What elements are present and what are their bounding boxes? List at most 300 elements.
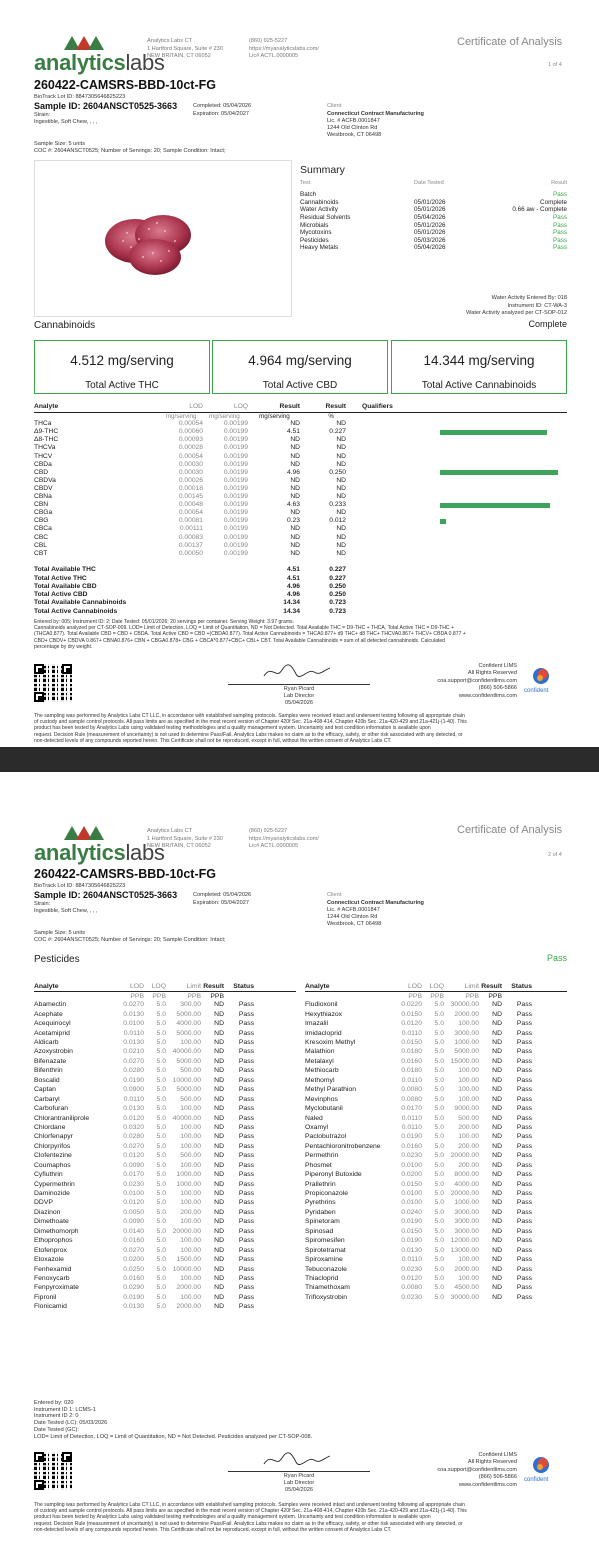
- pesticide-loq: 5.0: [434, 1246, 444, 1254]
- client-address-1: 1244 Old Clinton Rd: [327, 914, 378, 920]
- pesticide-lod: 0.0110: [401, 1029, 422, 1037]
- pesticide-loq: 5.0: [156, 1303, 166, 1311]
- result-mg: ND: [290, 541, 300, 549]
- pesticide-name: Malathion: [305, 1048, 335, 1056]
- pesticide-row: [305, 1189, 567, 1198]
- pesticide-loq: 5.0: [434, 1133, 444, 1141]
- pesticide-result: ND: [214, 1095, 224, 1103]
- pesticide-limit: 4500.00: [454, 1284, 479, 1292]
- pesticide-name: Carbofuran: [34, 1105, 69, 1113]
- summary-test: Pesticides: [300, 236, 329, 244]
- summary-date: 05/01/2026: [414, 206, 446, 214]
- pesticide-lod: 0.0280: [123, 1133, 144, 1141]
- pesticide-name: Daminozide: [34, 1190, 70, 1197]
- pesticide-loq: 5.0: [156, 1010, 166, 1018]
- pesticide-name: Acequinocyl: [34, 1020, 71, 1028]
- pesticide-name: Fipronil: [34, 1293, 57, 1301]
- pesticide-status: Pass: [516, 1010, 532, 1018]
- header-lod: LOD: [130, 982, 144, 990]
- pesticide-lod: 0.0120: [123, 1114, 144, 1122]
- sample-id: Sample ID: 2604ANSCT0525-3663: [34, 101, 178, 111]
- pesticide-result: ND: [214, 1284, 224, 1292]
- qr-code-icon: [34, 664, 72, 702]
- pesticide-name: Bifenthrin: [34, 1067, 63, 1075]
- pesticide-limit: 2000.00: [454, 1010, 479, 1018]
- pesticide-status: Pass: [238, 1161, 254, 1169]
- analyte-name: CBCa: [34, 525, 52, 533]
- pesticide-name: Cypermethrin: [34, 1180, 75, 1188]
- pesticide-loq: 5.0: [156, 1048, 166, 1056]
- pesticide-name: Methyl Parathion: [305, 1086, 357, 1094]
- summary-row: [300, 237, 567, 245]
- pesticide-lod: 0.0050: [123, 1208, 144, 1216]
- pesticide-name: Spinosad: [305, 1227, 334, 1235]
- total-percent: 0.250: [329, 591, 346, 599]
- pesticide-status: Pass: [516, 1180, 532, 1188]
- client-address-2: Westbrook, CT 06498: [327, 921, 382, 927]
- pesticide-name: Propiconazole: [305, 1190, 349, 1197]
- product-photo: [34, 160, 292, 317]
- pesticide-lod: 0.0200: [123, 1256, 144, 1264]
- summary-col-date: Date Tested: [414, 180, 444, 186]
- pesticide-result: ND: [492, 1208, 502, 1216]
- pesticide-limit: 100.00: [458, 1274, 479, 1282]
- total-mg: 14.34: [283, 599, 300, 607]
- pesticide-loq: 5.0: [434, 1010, 444, 1018]
- signature-line: [228, 1471, 370, 1472]
- lod-value: 0.00111: [179, 525, 203, 533]
- pesticide-limit: 3000.00: [454, 1227, 479, 1235]
- cannabinoid-total-row: [34, 566, 567, 574]
- pesticide-result: ND: [492, 1227, 502, 1235]
- note-line: (THCA0.877). Total Available CBD = CBD + CBDA. Total Active CBD = CBD +(CBDA0.877). Total Active Cannabinoids = THCA0.877+ d9 THC+ d8 THC+ THCVA0.867+ THCV+ CBDA 0.877 +: [34, 631, 466, 638]
- pesticide-lod: 0.0150: [401, 1010, 422, 1018]
- pesticide-lod: 0.0230: [123, 1180, 144, 1188]
- pesticide-limit: 13000.00: [450, 1246, 479, 1254]
- summary-test: Cannabinoids: [300, 198, 339, 206]
- pesticide-name: Aldicarb: [34, 1039, 59, 1046]
- pesticide-loq: 5.0: [156, 1095, 166, 1103]
- pesticide-row: [34, 1038, 296, 1047]
- pesticide-name: Diazinon: [34, 1208, 61, 1216]
- pesticide-limit: 5000.00: [176, 1057, 201, 1065]
- loq-value: 0.00199: [223, 436, 248, 444]
- pesticide-lod: 0.0080: [401, 1086, 422, 1094]
- pesticide-loq: 5.0: [156, 1133, 166, 1141]
- pesticide-row: [34, 1274, 296, 1283]
- pesticide-row: [305, 1048, 567, 1057]
- pesticide-result: ND: [214, 1133, 224, 1141]
- loq-value: 0.00199: [223, 525, 248, 533]
- pesticide-lod: 0.0270: [123, 1246, 144, 1254]
- pesticide-row: [34, 1151, 296, 1160]
- pesticide-row: [34, 1284, 296, 1293]
- summary-test: Mycotoxins: [300, 229, 332, 237]
- pesticide-loq: 5.0: [156, 1076, 166, 1084]
- pesticide-result: ND: [214, 1114, 224, 1122]
- completed-date: Completed: 05/04/2026: [193, 103, 252, 109]
- pesticide-row: [34, 1161, 296, 1170]
- signatory: Ryan Picard Lab Director 05/04/2026: [283, 1473, 315, 1493]
- page-number: 2 of 4: [548, 852, 562, 858]
- pesticide-row: [34, 1227, 296, 1236]
- lod-value: 0.00137: [178, 541, 203, 549]
- analyte-name: CBN: [34, 501, 49, 509]
- pesticide-name: Thiamethoxam: [305, 1284, 350, 1292]
- pesticide-row: [305, 1208, 567, 1217]
- pesticide-status: Pass: [516, 1199, 532, 1207]
- pesticide-result: ND: [214, 1208, 224, 1216]
- analyte-name: THCVa: [34, 444, 56, 452]
- pesticide-loq: 5.0: [434, 1039, 444, 1046]
- pesticide-name: Pyrethrins: [305, 1199, 336, 1207]
- pesticide-result: ND: [214, 1218, 224, 1226]
- pesticide-lod: 0.0270: [123, 1142, 144, 1150]
- signature-icon: [262, 662, 332, 682]
- pesticide-row: [34, 1180, 296, 1189]
- pesticide-row: [34, 1170, 296, 1179]
- pesticide-status: Pass: [516, 1246, 532, 1254]
- analyte-name: CBNa: [34, 493, 52, 501]
- pesticide-loq: 5.0: [156, 1086, 166, 1094]
- pesticide-note-line: Instrument ID 1: LCMS-1: [34, 1406, 96, 1413]
- pesticide-lod: 0.0270: [123, 1001, 144, 1009]
- summary-test: Water Activity: [300, 206, 338, 214]
- result-mg: 0.23: [286, 517, 300, 525]
- total-percent: 0.227: [329, 574, 346, 582]
- expiration-date: Expiration: 05/04/2027: [193, 900, 249, 906]
- pesticide-limit: 100.00: [180, 1218, 201, 1226]
- header-result: Result: [203, 982, 224, 990]
- disclaimer-line: of custody and sample control protocols. All pass limits are as specified in the most recent version of Chapter 420f Sec. 21a-408-414, Chapter 420b Sec. 21a-420-429 and 21a-421j-(1-40). This: [34, 719, 467, 726]
- cannabinoid-notes: [34, 619, 567, 650]
- pesticide-name: Coumaphos: [34, 1161, 71, 1169]
- coc-info: COC #: 2604ANSCT0525; Number of Servings: 20; Sample Condition: Intact;: [34, 148, 226, 154]
- loq-value: 0.00199: [223, 517, 248, 525]
- pesticide-loq: 5.0: [434, 1171, 444, 1179]
- pesticide-lod: 0.0180: [401, 1048, 422, 1056]
- pesticide-lod: 0.0130: [123, 1039, 144, 1046]
- cannabinoid-table-header: Analyte LOD LOQ Result Result Qualifiers: [34, 403, 393, 411]
- pesticide-status: Pass: [238, 1237, 254, 1245]
- loq-value: 0.00199: [223, 493, 248, 501]
- matrix: Ingestible, Soft Chew, , , ,: [34, 119, 98, 125]
- pesticide-limit: 5000.00: [454, 1048, 479, 1056]
- pesticide-lod: 0.0130: [123, 1303, 144, 1311]
- pesticide-limit: 10000.00: [172, 1076, 201, 1084]
- client-label: Client: [327, 103, 342, 109]
- pesticide-limit: 1000.00: [176, 1171, 201, 1179]
- pesticide-name: Prallethrin: [305, 1180, 336, 1188]
- analyte-name: CBL: [34, 541, 48, 549]
- pesticide-loq: 5.0: [156, 1067, 166, 1075]
- lab-address: Analytics Labs CT 1 Hartford Square, Suite # 230 NEW BRITAIN, CT 06052: [147, 828, 223, 850]
- total-active-thc-card: 4.512 mg/serving Total Active THC: [34, 340, 210, 394]
- pesticide-status: Pass: [516, 1086, 532, 1094]
- pesticide-result: ND: [492, 1190, 502, 1197]
- qualifier-bars: [440, 420, 567, 560]
- pesticide-loq: 5.0: [434, 1142, 444, 1150]
- summary-row: [300, 191, 567, 199]
- pesticide-limit: 20000.00: [172, 1227, 201, 1235]
- pesticide-lod: 0.0140: [123, 1227, 144, 1235]
- completed-date: Completed: 05/04/2026: [193, 892, 252, 898]
- pesticide-name: Dimethoate: [34, 1218, 69, 1226]
- lod-value: 0.00145: [178, 493, 203, 501]
- pesticide-loq: 5.0: [434, 1161, 444, 1169]
- pesticide-lod: 0.0220: [401, 1001, 422, 1009]
- pesticide-name: Azoxystrobin: [34, 1048, 73, 1056]
- unit-loq: PPB: [152, 992, 166, 1000]
- header-result: Result: [481, 982, 502, 990]
- pesticide-result: ND: [214, 1227, 224, 1235]
- pesticide-limit: 20000.00: [450, 1152, 479, 1160]
- pesticide-limit: 100.00: [458, 1067, 479, 1075]
- pesticide-status: Pass: [238, 1303, 254, 1311]
- pesticide-lod: 0.0190: [401, 1237, 422, 1245]
- pesticide-limit: 1000.00: [454, 1199, 479, 1207]
- pesticide-result: ND: [214, 1076, 224, 1084]
- pesticide-result: ND: [214, 1303, 224, 1311]
- loq-value: 0.00199: [223, 509, 248, 517]
- analyte-name: CBDV: [34, 484, 53, 492]
- pesticide-units-row: [34, 992, 296, 1000]
- result-mg: ND: [290, 452, 300, 460]
- pesticide-lod: 0.0160: [401, 1057, 422, 1065]
- summary-test: Residual Solvents: [300, 213, 351, 221]
- summary-date: 05/03/2026: [414, 236, 446, 244]
- pesticide-row: [305, 1114, 567, 1123]
- pesticide-status: Pass: [238, 1057, 254, 1065]
- pesticide-limit: 500.00: [180, 1095, 201, 1103]
- pesticide-row: [34, 1104, 296, 1113]
- summary-result: Pass: [553, 244, 567, 252]
- pesticide-result: ND: [492, 1057, 502, 1065]
- pesticide-limit: 100.00: [180, 1105, 201, 1113]
- unit-result: PPB: [488, 992, 502, 1000]
- pesticide-name: Fludioxonil: [305, 1001, 338, 1009]
- qualifier-bar: [440, 503, 550, 508]
- summary-result: Pass: [553, 236, 567, 244]
- pesticide-lod: 0.0170: [123, 1171, 144, 1179]
- pesticide-status: Pass: [516, 1171, 532, 1179]
- sample-size: Sample Size: 5 units: [34, 930, 85, 936]
- pesticide-loq: 5.0: [434, 1274, 444, 1282]
- pesticide-status: Pass: [238, 1133, 254, 1141]
- result-mg: ND: [290, 533, 300, 541]
- cannabinoids-status: Complete: [528, 319, 567, 329]
- pesticide-loq: 5.0: [156, 1142, 166, 1150]
- summary-date: 05/01/2026: [414, 198, 446, 206]
- lod-value: 0.00060: [178, 428, 203, 436]
- analyte-name: CBC: [34, 533, 49, 541]
- client-address-1: 1244 Old Clinton Rd: [327, 125, 378, 131]
- pesticide-loq: 5.0: [434, 1001, 444, 1009]
- pesticide-row: [305, 1255, 567, 1264]
- pesticide-row: [305, 1029, 567, 1038]
- pesticide-limit: 100.00: [458, 1133, 479, 1141]
- confident-lims-logo-icon: [531, 1455, 551, 1475]
- pesticide-name: Etofenprox: [34, 1246, 67, 1254]
- pesticide-limit: 100.00: [180, 1161, 201, 1169]
- pesticide-status: Pass: [238, 1095, 254, 1103]
- pesticide-limit: 100.00: [180, 1142, 201, 1150]
- pesticides-table-right: [305, 982, 567, 1302]
- analytics-labs-logo-icon: [62, 822, 110, 842]
- pesticide-row: [305, 1010, 567, 1019]
- result-percent: ND: [336, 420, 346, 428]
- pesticide-status: Pass: [238, 1190, 254, 1197]
- result-percent: ND: [336, 493, 346, 501]
- lod-value: 0.00050: [178, 549, 203, 557]
- pesticide-status: Pass: [516, 1105, 532, 1113]
- disclaimer-line: non-detected levels of any compounds reported herein. This Certificate shall not be reproduced, except in full, without the written consent of Analytics Labs CT.: [34, 1526, 392, 1533]
- pesticide-row: [34, 1265, 296, 1274]
- pesticide-result: ND: [492, 1039, 502, 1046]
- pesticide-status: Pass: [238, 1114, 254, 1122]
- pesticide-status: Pass: [238, 1246, 254, 1254]
- pesticide-row: [305, 1265, 567, 1274]
- qualifier-bar: [440, 470, 558, 475]
- loq-value: 0.00199: [223, 444, 248, 452]
- pesticide-status: Pass: [238, 1001, 254, 1009]
- pesticide-result: ND: [214, 1086, 224, 1094]
- pesticide-result: ND: [214, 1246, 224, 1254]
- pesticide-row: [305, 1246, 567, 1255]
- pesticide-row: [34, 1236, 296, 1245]
- result-mg: 4.96: [286, 468, 300, 476]
- pesticide-loq: 5.0: [434, 1237, 444, 1245]
- pesticide-result: ND: [214, 1161, 224, 1169]
- pesticide-status: Pass: [516, 1039, 532, 1046]
- result-percent: 0.233: [329, 501, 346, 509]
- loq-value: 0.00199: [223, 541, 248, 549]
- summary-test: Heavy Metals: [300, 244, 339, 252]
- pesticide-limit: 100.00: [180, 1237, 201, 1245]
- pesticide-name: Chlorpyrifos: [34, 1142, 71, 1150]
- pesticide-result: ND: [492, 1237, 502, 1245]
- unit-loq: PPB: [430, 992, 444, 1000]
- header-status: Status: [511, 982, 532, 990]
- pesticide-lod: 0.0190: [123, 1076, 144, 1084]
- loq-value: 0.00199: [223, 476, 248, 484]
- pesticide-lod: 0.0120: [123, 1199, 144, 1207]
- pesticide-result: ND: [214, 1029, 224, 1037]
- pesticide-note-line: Date Tested (GC):: [34, 1426, 79, 1433]
- result-percent: ND: [336, 452, 346, 460]
- pesticide-status: Pass: [238, 1123, 254, 1131]
- result-mg: ND: [290, 484, 300, 492]
- sample-id: Sample ID: 2604ANSCT0525-3663: [34, 890, 178, 900]
- pesticide-lod: 0.0270: [123, 1057, 144, 1065]
- unit-result: PPB: [210, 992, 224, 1000]
- cannabinoid-total-row: [34, 583, 567, 591]
- pesticides-status: Pass: [546, 953, 567, 963]
- lod-value: 0.00026: [178, 476, 203, 484]
- pesticide-lod: 0.0110: [123, 1029, 144, 1037]
- pesticide-name: Imazalil: [305, 1020, 329, 1028]
- pesticide-lod: 0.0090: [123, 1218, 144, 1226]
- pesticide-name: Methiocarb: [305, 1067, 339, 1075]
- total-mg: 14.34: [283, 607, 300, 615]
- pesticide-limit: 5000.00: [176, 1029, 201, 1037]
- result-percent: ND: [336, 541, 346, 549]
- pesticide-loq: 5.0: [156, 1190, 166, 1197]
- pesticide-result: ND: [492, 1246, 502, 1254]
- sample-code: 260422-CAMSRS-BBD-10ct-FG: [34, 867, 216, 881]
- pesticide-status: Pass: [516, 1067, 532, 1075]
- pesticide-result: ND: [214, 1020, 224, 1028]
- pesticide-row: [34, 1019, 296, 1028]
- coa-page-2: [0, 772, 599, 1567]
- loq-value: 0.00199: [223, 460, 248, 468]
- pesticide-result: ND: [214, 1057, 224, 1065]
- pesticide-limit: 12000.00: [450, 1237, 479, 1245]
- pesticide-lod: 0.0250: [123, 1265, 144, 1273]
- pesticide-lod: 0.0320: [123, 1123, 144, 1131]
- pesticide-lod: 0.0150: [401, 1180, 422, 1188]
- pesticide-lod: 0.0090: [123, 1161, 144, 1169]
- result-mg: 4.63: [286, 501, 300, 509]
- pesticide-row: [305, 1142, 567, 1151]
- pesticide-name: Myclobutanil: [305, 1105, 343, 1113]
- loq-value: 0.00199: [223, 468, 248, 476]
- biotrack-id: BioTrack Lot ID: 8847305646825223: [34, 94, 126, 100]
- pesticide-status: Pass: [516, 1161, 532, 1169]
- pesticide-status: Pass: [516, 1001, 532, 1009]
- pesticide-limit: 1000.00: [454, 1039, 479, 1046]
- note-line: CBD+ CBDV+ CBDVA 0.867+ CBNA0.876+ CBN + CBGA0.878+ CBG + CBCA*0.877+CBC+ CBL+ CBT. Total Available Cannabinoids = sum of all detected cannabinoids. Calculated: [34, 637, 445, 644]
- client-name: Connecticut Contract Manufacturing: [327, 111, 424, 117]
- pesticide-row: [305, 1218, 567, 1227]
- pesticide-lod: 0.0080: [401, 1284, 422, 1292]
- pesticide-limit: 100.00: [458, 1095, 479, 1103]
- pesticide-result: ND: [492, 1284, 502, 1292]
- pesticide-name: Flonicamid: [34, 1303, 67, 1311]
- analyte-name: THCa: [34, 420, 52, 428]
- disclaimer-line: The sampling was performed by Analytics Labs CT LLC, in accordance with established sampling protocols. Samples were received intact and underwent testing following all appropriate chain: [34, 713, 465, 719]
- summary-row: [300, 221, 567, 229]
- loq-value: 0.00199: [223, 549, 248, 557]
- pesticide-row: [305, 1170, 567, 1179]
- pesticide-row: [305, 1284, 567, 1293]
- summary-row: [300, 214, 567, 222]
- pesticide-limit: 40000.00: [172, 1114, 201, 1122]
- pesticide-name: Imidacloprid: [305, 1029, 342, 1037]
- pesticide-name: Acephate: [34, 1010, 63, 1018]
- pesticide-status: Pass: [238, 1227, 254, 1235]
- pesticide-note-line: Entered by: 020: [34, 1400, 74, 1406]
- cannabinoids-title: Cannabinoids: [34, 320, 96, 331]
- pesticide-loq: 5.0: [434, 1020, 444, 1028]
- pesticide-row: [34, 1000, 296, 1009]
- pesticide-status: Pass: [516, 1284, 532, 1292]
- pesticide-status: Pass: [238, 1029, 254, 1037]
- pesticide-row: [34, 1048, 296, 1057]
- client-address-2: Westbrook, CT 06498: [327, 132, 382, 138]
- pesticide-row: [34, 1302, 296, 1311]
- qr-code-icon: [34, 1452, 72, 1490]
- summary-table: [300, 191, 567, 252]
- pesticide-name: Kresoxim Methyl: [305, 1039, 356, 1046]
- client-license: Lic. # ACFB.0001847: [327, 118, 380, 124]
- result-percent: ND: [336, 525, 346, 533]
- pesticide-name: Hexythiazox: [305, 1010, 343, 1018]
- page-number: 1 of 4: [548, 62, 562, 68]
- summary-date: 05/04/2026: [414, 213, 446, 221]
- unit-limit: PPB: [465, 992, 479, 1000]
- total-mg: 4.51: [286, 574, 300, 582]
